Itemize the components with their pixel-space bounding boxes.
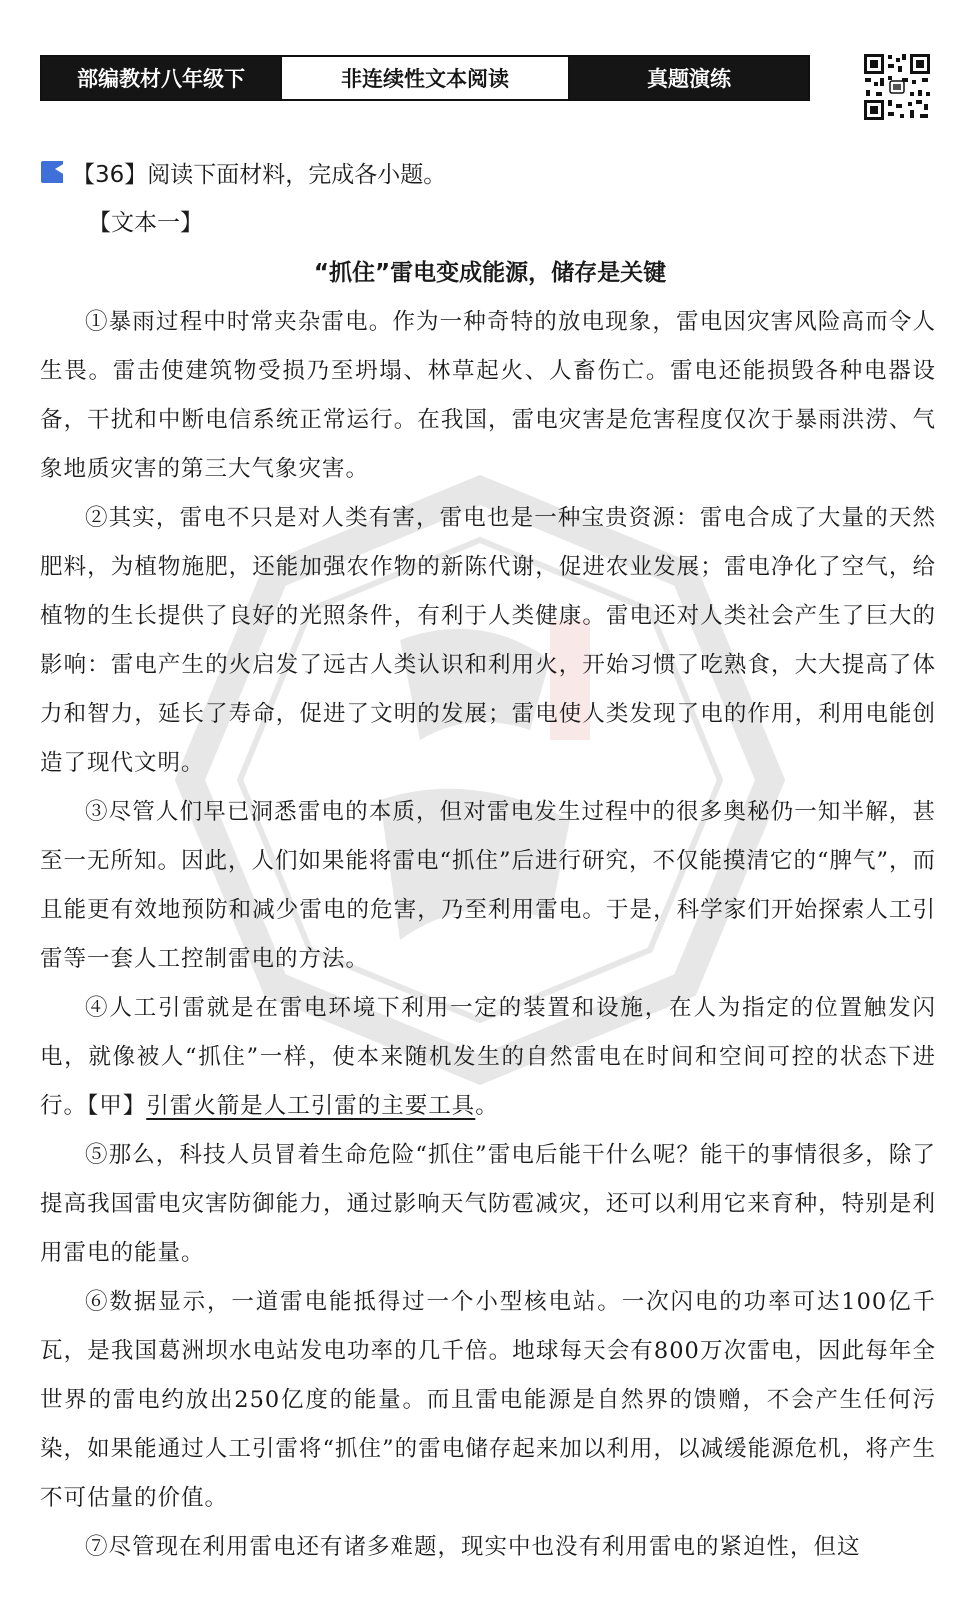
paragraph-4 — [40, 984, 936, 1131]
section-label: 【文本一】 — [88, 209, 203, 236]
paragraph-3: ③尽管人们早已洞悉雷电的本质，但对雷电发生过程中的很多奥秘仍一知半解，甚至一无所知。因此，人们如果能将雷电“抓住”后进行研究，不仅能摸清它的“脾气”，而且能更有效地预防和减少雷电的危害，乃至利用雷电。于是，科学家们开始探索人工引雷等一套人工控制雷电的方法。 — [40, 799, 937, 972]
header-grade-label: 部编教材八年级下 — [42, 57, 280, 99]
header-practice-label: 真题演练 — [570, 57, 808, 99]
article-body — [40, 298, 936, 1572]
paragraph-1: ①暴雨过程中时常夹杂雷电。作为一种奇特的放电现象，雷电因灾害风险高而令人生畏。雷击使建筑物受损乃至坍塌、林草起火、人畜伤亡。雷电还能损毁各种电器设备，干扰和中断电信系统正常运行。在我国，雷电灾害是危害程度仅次于暴雨洪涝、气象地质灾害的第三大气象灾害。 — [40, 309, 936, 482]
paragraph-2: ②其实，雷电不只是对人类有害，雷电也是一种宝贵资源：雷电合成了大量的天然肥料，为植物施肥，还能加强农作物的新陈代谢，促进农业发展；雷电净化了空气，给植物的生长提供了良好的光照条件，有利于人类健康。雷电还对人类社会产生了巨大的影响：雷电产生的火启发了远古人类认识和利用火，开始习惯了吃熟食，大大提高了体力和智力，延长了寿命，促进了文明的发展；雷电使人类发现了电的作用，利用电能创造了现代文明。 — [40, 505, 936, 776]
header-bar — [40, 55, 810, 101]
underlined-sentence: 引雷火箭是人工引雷的主要工具 — [146, 1093, 476, 1119]
question-line — [40, 152, 446, 192]
marker-jia: 【甲】 — [87, 1093, 147, 1119]
paragraph-4-end: 。 — [475, 1093, 499, 1119]
paragraph-6: ⑥数据显示，一道雷电能抵得过一个小型核电站。一次闪电的功率可达100亿千瓦，是我国葛洲坝水电站发电功率的几千倍。地球每天会有800万次雷电，因此每年全世界的雷电约放出250亿度的能量。而且雷电能源是自然界的馈赠，不会产生任何污染，如果能通过人工引雷将“抓住”的雷电储存起来加以利用，以减缓能源危机，将产生不可估量的价值。 — [40, 1289, 936, 1511]
bookmark-icon — [40, 160, 66, 184]
paragraph-4-text: ④人工引雷就是在雷电环境下利用一定的装置和设施，在人为指定的位置触发闪电，就像被人“抓住”一样，使本来随机发生的自然雷电在时间和空间可控的状态下进行。 — [40, 995, 936, 1119]
header-topic-label: 非连续性文本阅读 — [280, 57, 570, 99]
article-title: “抓住”雷电变成能源，储存是关键 — [313, 260, 667, 286]
paragraph-5: ⑤那么，科技人员冒着生命危险“抓住”雷电后能干什么呢？能干的事情很多，除了提高我国雷电灾害防御能力，通过影响天气防雹减灾，还可以利用它来育种，特别是利用雷电的能量。 — [40, 1142, 936, 1266]
question-prompt: 【36】阅读下面材料，完成各小题。 — [72, 161, 447, 188]
paragraph-7: ⑦尽管现在利用雷电还有诸多难题，现实中也没有利用雷电的紧迫性，但这 — [85, 1534, 861, 1560]
qr-code-icon — [862, 52, 932, 122]
